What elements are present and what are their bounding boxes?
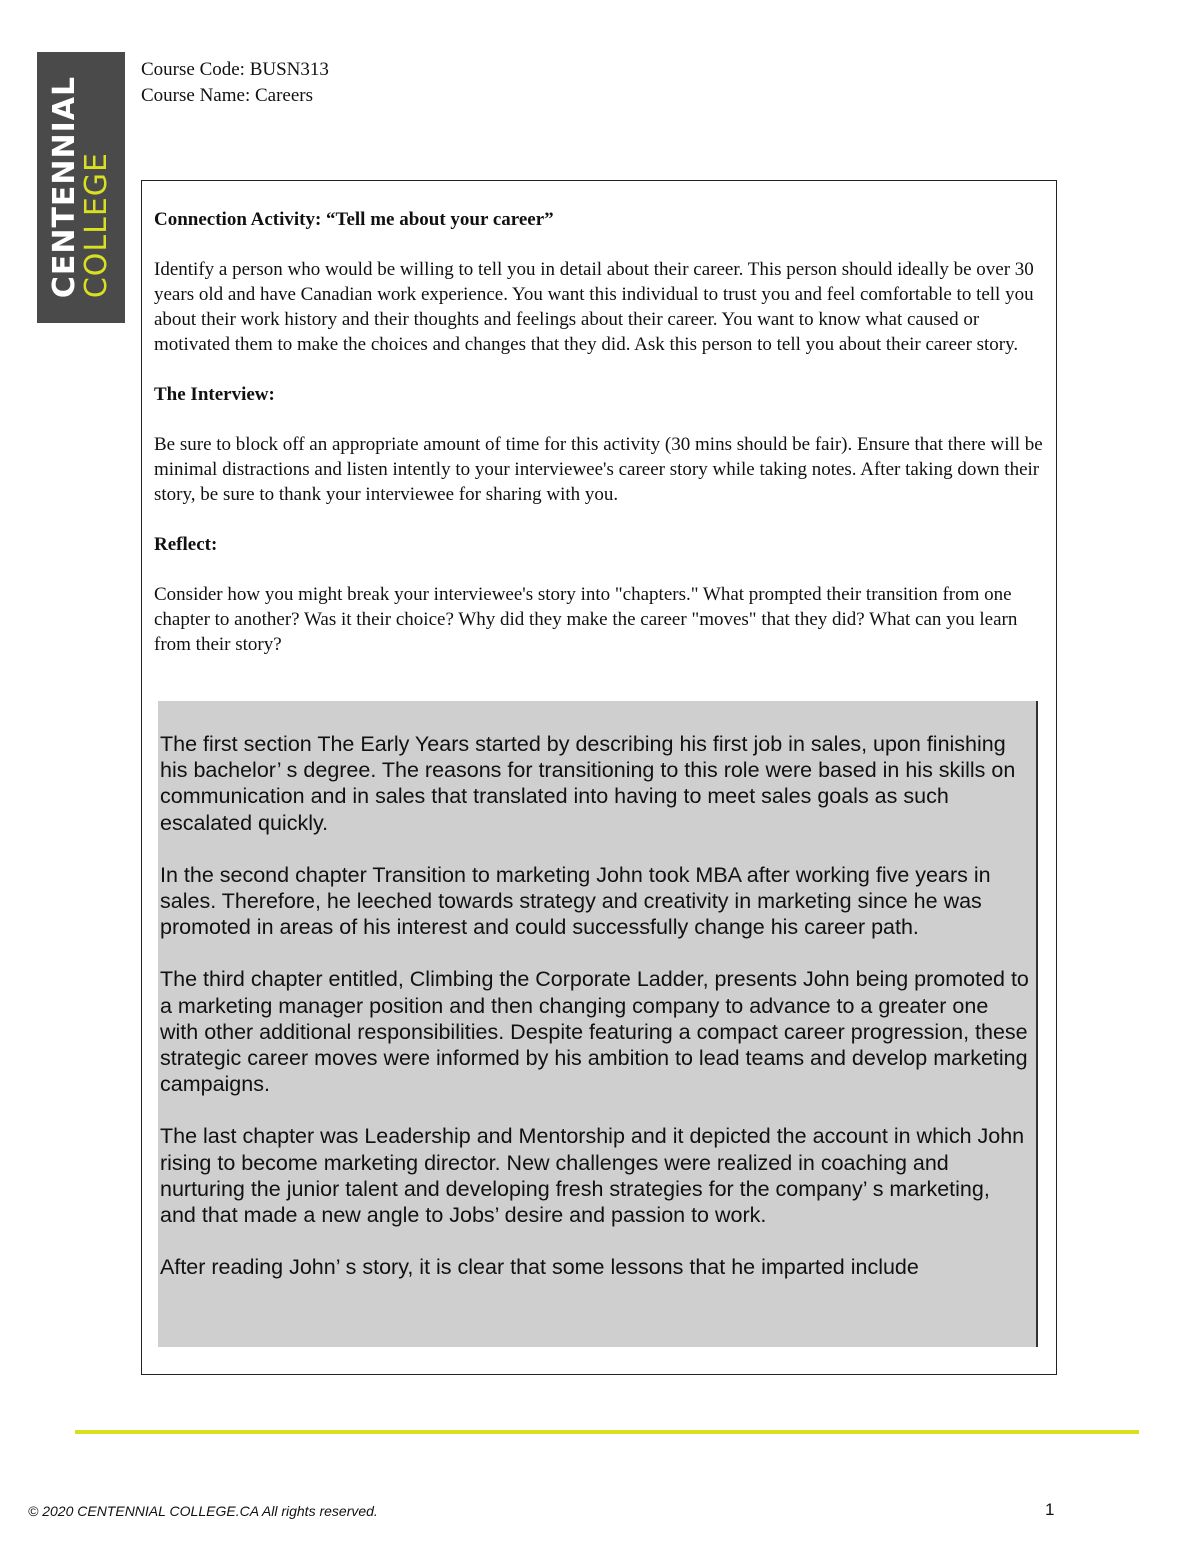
reflect-text: Consider how you might break your interviewee's story into "chapters." What prompted their transition from one chapter to another? Was it their choice? Why did they make the career "moves" that they did? What can you learn from their story? [154, 584, 1018, 655]
response-paragraph-3: The third chapter entitled, Climbing the Corporate Ladder, presents John being promoted to a marketing manager position and then changing company to advance to a greater one with other additional responsibilities. Despite featuring a compact career progression, these strategic career moves were informed by his ambition to lead teams and develop marketing campaigns. [160, 967, 1029, 1097]
course-code: Course Code: BUSN313 [141, 59, 329, 80]
interview-text: Be sure to block off an appropriate amount of time for this activity (30 mins should be fair). Ensure that there will be minimal distractions and listen intently to your interviewee's career story while taking notes. After taking down their story, be sure to thank your interviewee for sharing with you. [154, 434, 1043, 505]
response-text-area[interactable] [158, 701, 1038, 1347]
logo-wordmark [47, 75, 114, 299]
activity-instructions [154, 207, 1050, 657]
response-paragraph-2: In the second chapter Transition to marketing John took MBA after working five years in sales. Therefore, he leeched towards strategy and creativity in marketing since he was promoted in areas of his interest and could successfully change his career path. [160, 862, 991, 940]
page-number: 1 [1045, 1500, 1055, 1519]
response-paragraph-4: The last chapter was Leadership and Mentorship and it depicted the account in which John rising to become marketing director. New challenges were realized in coaching and nurturing the junior talent and developing fresh strategies for the company’ s marketing, and that made a new angle to Jobs’ desire and passion to work. [160, 1124, 1025, 1228]
activity-intro: Identify a person who would be willing to tell you in detail about their career. This person should ideally be over 30 years old and have Canadian work experience. You want this individual to trust you and feel comfortable to tell you about their work history and their thoughts and feelings about their career. You want to know what caused or motivated them to make the choices and changes that they did. Ask this person to tell you about their career story. [154, 259, 1034, 355]
activity-title: Connection Activity: “Tell me about your career” [154, 209, 554, 230]
copyright-notice: © 2020 CENTENNIAL COLLEGE.CA All rights reserved. [28, 1503, 378, 1519]
logo-line-centennial: CENTENNIAL [47, 75, 82, 299]
response-paragraph-5: After reading John’ s story, it is clear that some lessons that he imparted include [160, 1255, 919, 1280]
logo-line-college: COLLEGE [79, 151, 114, 299]
response-paragraph-1: The first section The Early Years started by describing his first job in sales, upon finishing his bachelor’ s degree. The reasons for transitioning to this role were based in his skills on communication and in sales that translated into having to meet sales goals as such escalated quickly. [160, 732, 1016, 835]
course-info [141, 57, 329, 109]
activity-box [141, 180, 1057, 1375]
response-content [160, 731, 1030, 1306]
footer-divider [75, 1430, 1139, 1434]
interview-heading: The Interview: [154, 384, 275, 405]
college-logo [37, 52, 125, 323]
course-name: Course Name: Careers [141, 85, 313, 106]
reflect-heading: Reflect: [154, 534, 218, 555]
